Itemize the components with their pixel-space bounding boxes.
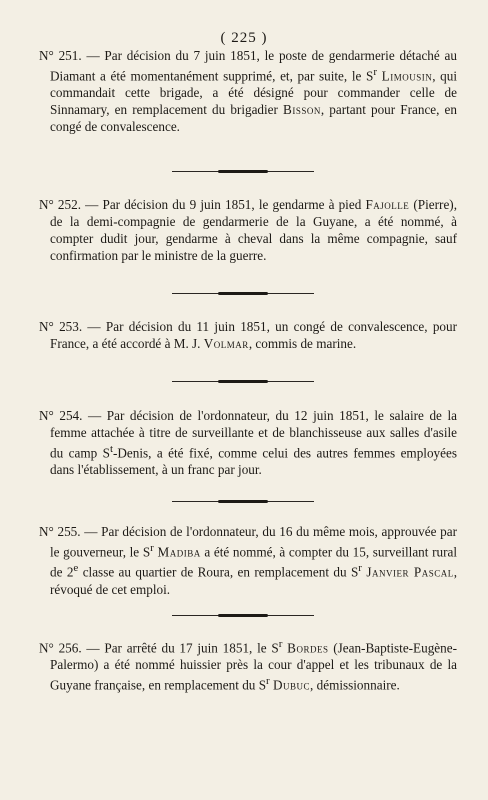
section-divider [172, 170, 314, 173]
entry-text: (Pierre), de la demi-compagnie de gendarmerie de la Guyane, a été nommé, à compter dudit jour, gendarme à cheval dans la même compagnie, sauf confirmation par le ministre de la guerre. [50, 197, 457, 263]
entry-text: , révoqué de cet emploi. [50, 564, 458, 597]
entry-text: , partant pour France, en congé de convalescence. [50, 102, 457, 135]
superscript: r [150, 542, 154, 554]
section-divider [172, 292, 314, 295]
entry-text: , commis de marine. [248, 336, 357, 351]
entry-text: -Denis, a été fixé, comme celui des autres femmes employées dans l'établissement, à un franc par jour. [50, 445, 457, 478]
entry-text: , qui commandait cette brigade, a été désigné pour commander celle de Sinnamary, en remplacement du brigadier [50, 68, 458, 118]
person-name: Fajolle [365, 197, 410, 212]
section-divider [172, 500, 314, 503]
page-number: ( 225 ) [220, 30, 268, 46]
superscript: r [373, 66, 378, 78]
entry-256 [39, 636, 457, 694]
entry-text: N° 252. — Par décision du 9 juin 1851, le gendarme à pied [39, 197, 366, 212]
superscript: r [278, 638, 283, 650]
person-name: Bordes [287, 640, 329, 656]
person-name: Bisson [283, 102, 321, 118]
entry-254 [39, 407, 457, 478]
superscript: t [109, 443, 113, 455]
person-name: Limousin [381, 68, 433, 84]
section-divider [172, 614, 314, 617]
person-name: Janvier Pascal [366, 564, 454, 580]
person-name: Madiba [157, 544, 201, 560]
entry-252 [39, 196, 457, 264]
superscript: r [358, 562, 362, 575]
entry-251 [39, 47, 457, 135]
entry-text: , démissionnaire. [310, 677, 400, 693]
entry-text: N° 255. — Par décision de l'ordonnateur, du 16 du même mois, approuvée par le gouverneur, le S [39, 524, 457, 560]
entry-text: a été nommé, à compter du 15, surveillant rural de 2 [50, 544, 457, 580]
entry-text: N° 251. — Par décision du 7 juin 1851, le poste de gendarmerie détaché au Diamant a été momentanément supprimé, et, par suite, le S [39, 48, 457, 84]
entry-text: N° 253. — Par décision du 11 juin 1851, un congé de convalescence, pour France, a été accordé à M. J. [39, 319, 457, 351]
entry-text: (Jean-Baptiste-Eugène-Palermo) a été nommé huissier près la cour d'appel et les tribunaux de la Guyane française, en remplacement du S [50, 640, 457, 693]
superscript: e [73, 562, 79, 575]
entry-text: N° 254. — Par décision de l'ordonnateur, du 12 juin 1851, le salaire de la femme attachée à titre de surveillante et de blanchisseuse aux salles d'asile du camp S [39, 408, 457, 461]
entry-text: N° 256. — Par arrêté du 17 juin 1851, le S [39, 640, 279, 656]
superscript: r [266, 675, 270, 688]
section-divider [172, 380, 314, 383]
entry-255 [39, 523, 457, 598]
person-name: Volmar [203, 336, 249, 351]
entry-253 [39, 318, 457, 352]
entry-text: classe au quartier de Roura, en remplacement du S [78, 564, 359, 580]
person-name: Dubuc [273, 677, 311, 693]
